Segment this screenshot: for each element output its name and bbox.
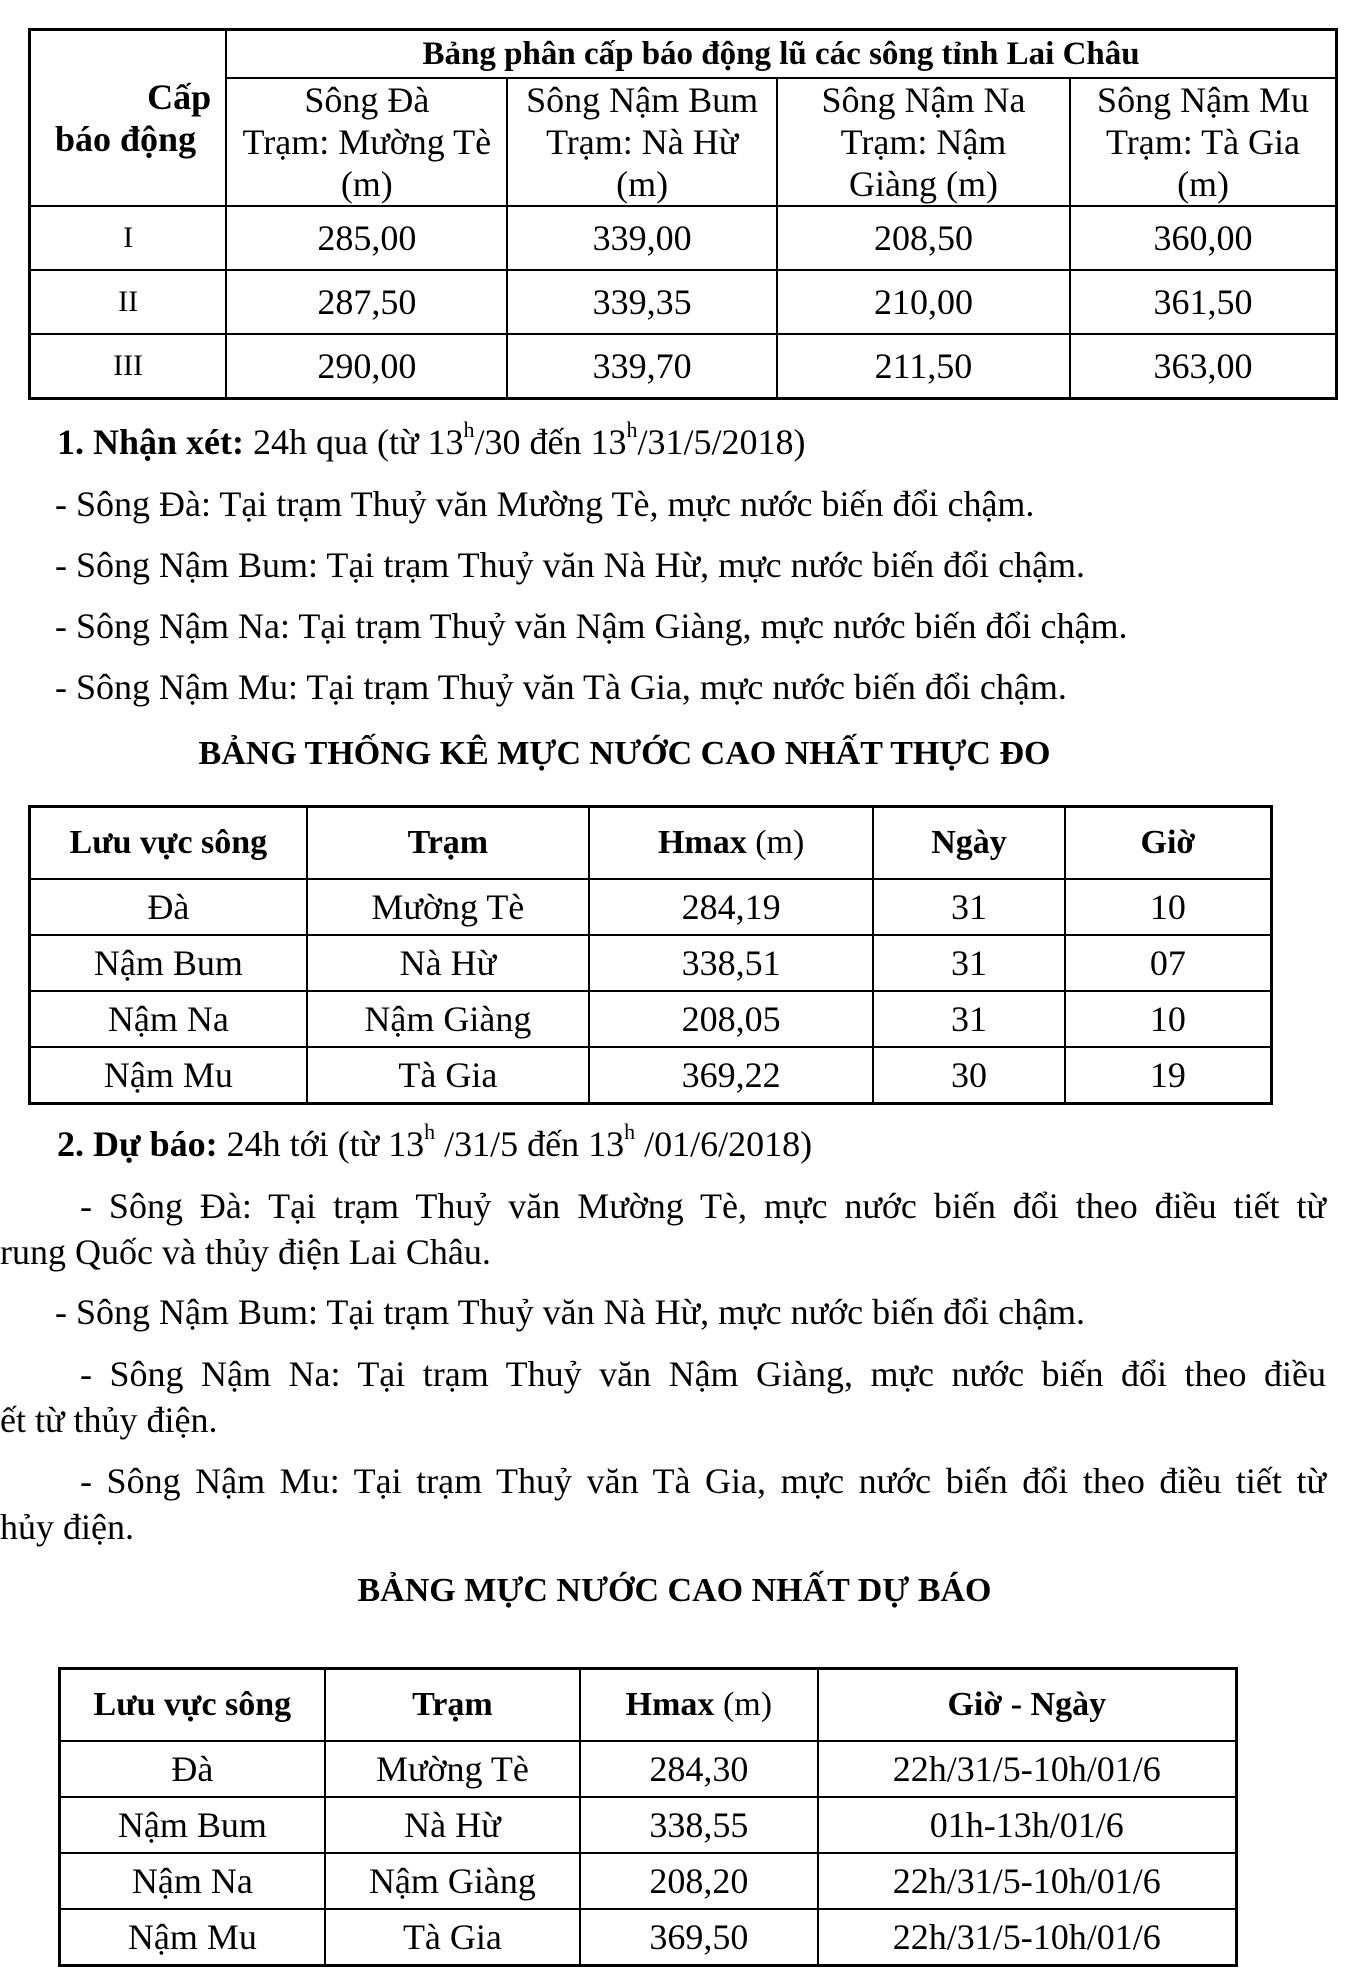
- alarm-col-unit: Giàng (m): [848, 164, 998, 204]
- forecast-heading-line: [57, 1119, 813, 1166]
- table-row: [30, 935, 1272, 991]
- table-row: [30, 879, 1272, 935]
- table-cell: 210,00: [777, 270, 1070, 334]
- table-row: [30, 991, 1272, 1047]
- table-cell: Nậm Bum: [60, 1797, 325, 1853]
- table-cell: 10: [1065, 991, 1272, 1047]
- table-row: [60, 1909, 1237, 1966]
- col-header-hour: Giờ: [1065, 807, 1272, 880]
- observation-period: /30 đến 13: [474, 422, 627, 462]
- table-cell: 361,50: [1070, 270, 1336, 334]
- col-header-hmax-label: Hmax: [657, 824, 747, 861]
- table-row: [60, 1741, 1237, 1797]
- table-cell: 22h/31/5-10h/01/6: [818, 1853, 1237, 1909]
- table-row: [30, 270, 1337, 334]
- alarm-col-header-da: [226, 78, 507, 206]
- alarm-level-table: [28, 28, 1338, 400]
- table-cell: 01h-13h/01/6: [818, 1797, 1237, 1853]
- table-cell: 339,35: [507, 270, 776, 334]
- fc-table-title: BẢNG MỰC NƯỚC CAO NHẤT DỰ BÁO: [357, 1572, 992, 1609]
- forecast-period: 24h tới (từ 13: [217, 1124, 425, 1164]
- alarm-col-river: Sông Nậm Bum: [526, 80, 759, 120]
- col-header-hmax-unit: (m): [714, 1686, 773, 1723]
- table-row: [30, 334, 1337, 399]
- superscript: h: [463, 417, 475, 442]
- table-cell: 360,00: [1070, 206, 1336, 270]
- forecast-period: /31/5 đến 13: [435, 1124, 625, 1164]
- alarm-col-station: Trạm: Mường Tè: [242, 122, 492, 162]
- table-cell: 287,50: [226, 270, 507, 334]
- superscript: h: [424, 1119, 436, 1144]
- alarm-table-title: Bảng phân cấp báo động lũ các sông tỉnh Lai Châu: [226, 30, 1336, 79]
- table-cell: Mường Tè: [325, 1741, 580, 1797]
- table-cell: 07: [1065, 935, 1272, 991]
- table-row: [60, 1853, 1237, 1909]
- table-cell: 290,00: [226, 334, 507, 399]
- table-cell: 339,00: [507, 206, 776, 270]
- alarm-corner-line-1: Cấp: [147, 77, 212, 117]
- table-cell: Nậm Giàng: [325, 1853, 580, 1909]
- forecast-item-nam-mu-line-2: hủy điện.: [0, 1507, 134, 1547]
- col-header-basin: Lưu vực sông: [30, 807, 307, 880]
- col-header-hmax-label: Hmax: [625, 1686, 715, 1723]
- superscript: h: [626, 417, 638, 442]
- col-header-hmax-unit: (m): [746, 824, 805, 861]
- col-header-basin: Lưu vực sông: [60, 1669, 325, 1742]
- table-cell: Mường Tè: [307, 879, 589, 935]
- alarm-corner-line-2: báo động: [55, 119, 197, 159]
- table-cell: Đà: [60, 1741, 325, 1797]
- observation-item-nam-bum: - Sông Nậm Bum: Tại trạm Thuỷ văn Nà Hừ, mực nước biến đổi chậm.: [55, 545, 1086, 585]
- table-cell: Tà Gia: [307, 1047, 589, 1104]
- forecast-item-da-line-1: - Sông Đà: Tại trạm Thuỷ văn Mường Tè, mực nước biến đổi theo điều tiết từ: [80, 1186, 1326, 1226]
- table-cell: 208,20: [580, 1853, 817, 1909]
- observation-heading-line: [57, 417, 806, 464]
- alarm-col-header-nam-na: [777, 78, 1070, 206]
- observation-item-nam-na: - Sông Nậm Na: Tại trạm Thuỷ văn Nậm Giàng, mực nước biến đổi chậm.: [55, 606, 1128, 646]
- table-cell: 10: [1065, 879, 1272, 935]
- alarm-col-header-nam-bum: [507, 78, 776, 206]
- table-cell: 339,70: [507, 334, 776, 399]
- table-cell: 31: [873, 935, 1065, 991]
- alarm-level: II: [30, 270, 227, 334]
- forecast-item-nam-na-line-1: - Sông Nậm Na: Tại trạm Thuỷ văn Nậm Giàng, mực nước biến đổi theo điều: [80, 1354, 1326, 1394]
- alarm-col-station: Trạm: Nà Hừ: [546, 122, 739, 162]
- alarm-col-unit: (m): [1177, 164, 1230, 204]
- table-cell: 211,50: [777, 334, 1070, 399]
- table-cell: 338,55: [580, 1797, 817, 1853]
- forecast-item-nam-na-line-2: ết từ thủy điện.: [0, 1400, 218, 1440]
- alarm-col-station: Trạm: Tà Gia: [1106, 122, 1301, 162]
- table-header-row: [60, 1669, 1237, 1742]
- table-cell: 208,05: [589, 991, 873, 1047]
- table-cell: 363,00: [1070, 334, 1336, 399]
- observation-period: /31/5/2018): [637, 422, 806, 462]
- col-header-hmax: [589, 807, 873, 880]
- table-cell: 338,51: [589, 935, 873, 991]
- col-header-station: Trạm: [307, 807, 589, 880]
- forecast-max-table: [58, 1667, 1238, 1967]
- observation-item-da: - Sông Đà: Tại trạm Thuỷ văn Mường Tè, mực nước biến đổi chậm.: [55, 484, 1035, 524]
- alarm-col-river: Sông Đà: [304, 80, 430, 120]
- table-cell: Nậm Mu: [30, 1047, 307, 1104]
- table-cell: 22h/31/5-10h/01/6: [818, 1909, 1237, 1966]
- alarm-corner-header: [30, 30, 227, 207]
- table-cell: Nậm Na: [30, 991, 307, 1047]
- forecast-heading: 2. Dự báo:: [57, 1124, 218, 1164]
- alarm-col-station: Trạm: Nậm: [840, 122, 1007, 162]
- table-cell: Nậm Bum: [30, 935, 307, 991]
- table-cell: Đà: [30, 879, 307, 935]
- table-cell: Nậm Mu: [60, 1909, 325, 1966]
- alarm-col-unit: (m): [340, 164, 393, 204]
- table-cell: Tà Gia: [325, 1909, 580, 1966]
- table-cell: 22h/31/5-10h/01/6: [818, 1741, 1237, 1797]
- table-cell: 284,19: [589, 879, 873, 935]
- alarm-col-header-nam-mu: [1070, 78, 1336, 206]
- forecast-item-nam-bum: - Sông Nậm Bum: Tại trạm Thuỷ văn Nà Hừ, mực nước biến đổi chậm.: [55, 1292, 1086, 1332]
- table-cell: 284,30: [580, 1741, 817, 1797]
- observation-heading: 1. Nhận xét:: [57, 422, 244, 462]
- superscript: h: [624, 1119, 636, 1144]
- table-cell: 31: [873, 879, 1065, 935]
- alarm-col-river: Sông Nậm Mu: [1097, 80, 1310, 120]
- table-row: [30, 1047, 1272, 1104]
- table-cell: Nà Hừ: [307, 935, 589, 991]
- alarm-col-unit: (m): [616, 164, 669, 204]
- col-header-day: Ngày: [873, 807, 1065, 880]
- alarm-col-river: Sông Nậm Na: [821, 80, 1026, 120]
- table-cell: 208,50: [777, 206, 1070, 270]
- col-header-time-date: Giờ - Ngày: [818, 1669, 1237, 1742]
- col-header-hmax: [580, 1669, 817, 1742]
- table-cell: Nà Hừ: [325, 1797, 580, 1853]
- forecast-item-da-line-2: rung Quốc và thủy điện Lai Châu.: [0, 1232, 491, 1272]
- forecast-item-nam-mu-line-1: - Sông Nậm Mu: Tại trạm Thuỷ văn Tà Gia, mực nước biến đổi theo điều tiết từ: [80, 1461, 1326, 1501]
- alarm-level: I: [30, 206, 227, 270]
- observed-max-table: [28, 805, 1273, 1105]
- observation-item-nam-mu: - Sông Nậm Mu: Tại trạm Thuỷ văn Tà Gia, mực nước biến đổi chậm.: [55, 667, 1067, 707]
- col-header-station: Trạm: [325, 1669, 580, 1742]
- table-cell: 285,00: [226, 206, 507, 270]
- table-cell: 369,22: [589, 1047, 873, 1104]
- table-row: [60, 1797, 1237, 1853]
- table-cell: 30: [873, 1047, 1065, 1104]
- stat-table-title: BẢNG THỐNG KÊ MỰC NƯỚC CAO NHẤT THỰC ĐO: [198, 735, 1051, 772]
- observation-period: 24h qua (từ 13: [244, 422, 464, 462]
- table-cell: Nậm Na: [60, 1853, 325, 1909]
- table-cell: 19: [1065, 1047, 1272, 1104]
- table-header-row: [30, 807, 1272, 880]
- table-cell: 31: [873, 991, 1065, 1047]
- forecast-period: /01/6/2018): [635, 1124, 813, 1164]
- alarm-level: III: [30, 334, 227, 399]
- table-row: [30, 206, 1337, 270]
- table-cell: 369,50: [580, 1909, 817, 1966]
- table-cell: Nậm Giàng: [307, 991, 589, 1047]
